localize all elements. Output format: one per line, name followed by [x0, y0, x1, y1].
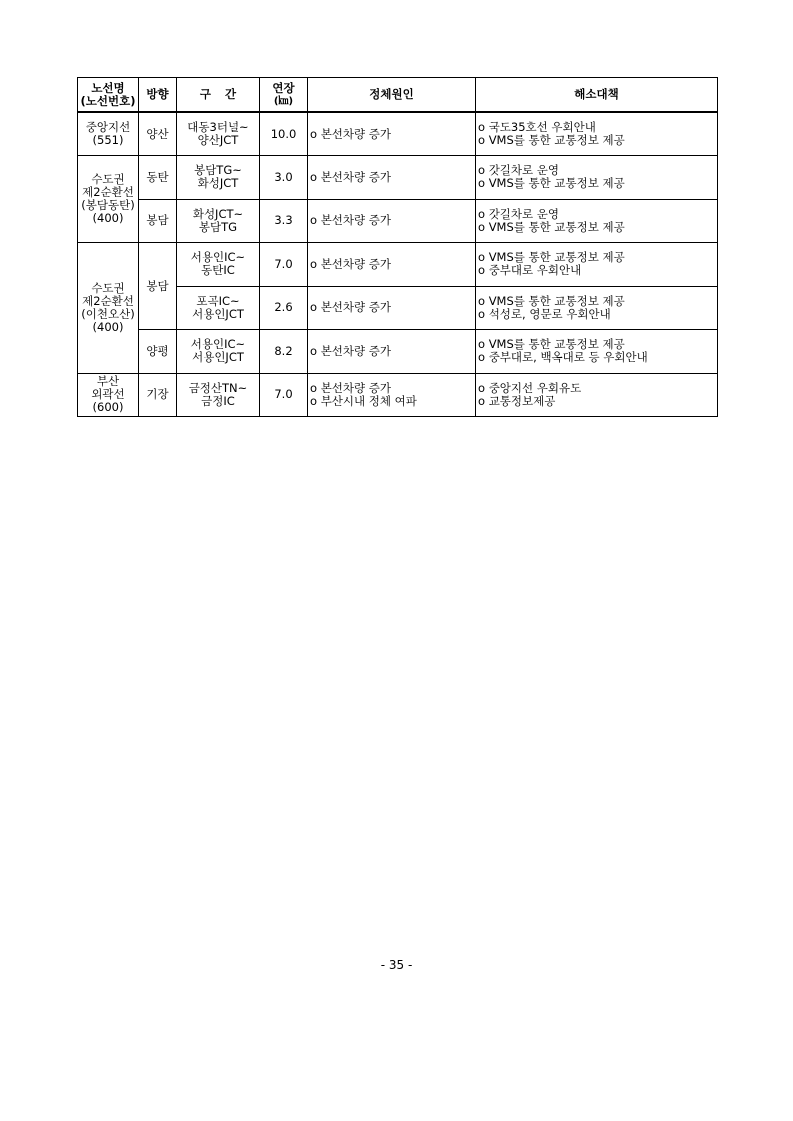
route-name: 중앙지선 [85, 120, 131, 134]
measure-item: o 중부대로 우회안내 [478, 263, 582, 278]
route-cell [78, 156, 139, 243]
section-cell [177, 199, 260, 243]
direction-cell: 양산 [139, 112, 177, 156]
section-start: 화성JCT~ [192, 206, 244, 221]
header-row [78, 78, 718, 113]
section-cell [177, 112, 260, 156]
measure-item: o 석성로, 영문로 우회안내 [478, 306, 611, 321]
table-row [78, 112, 718, 156]
measure-cell [476, 373, 718, 417]
section-cell [177, 330, 260, 374]
route-number: (400) [92, 319, 124, 334]
measure-item: o 국도35호선 우회안내 [478, 120, 596, 134]
cause-cell [308, 286, 476, 330]
route-name-line2: 제2순환선 [82, 185, 134, 199]
length-cell: 3.0 [260, 156, 308, 200]
route-subname: (이천오산) [81, 306, 135, 321]
route-name: 부산 [96, 374, 120, 389]
header-route-name: 노선명 [91, 80, 125, 95]
section-start: 서용인IC~ [190, 250, 246, 265]
cause-item: o 본선차량 증가 [310, 256, 392, 271]
section-cell [177, 373, 260, 417]
table-header [78, 78, 718, 113]
page-number: - 35 - [380, 958, 413, 972]
header-section: 구 간 [177, 78, 260, 113]
table-row [78, 373, 718, 417]
route-subname: (봉담동탄) [81, 198, 135, 212]
section-end: 봉담TG [198, 219, 238, 234]
route-name-line2: 제2순환선 [82, 293, 134, 308]
cause-item: o 부산시내 정체 여파 [310, 393, 417, 408]
section-end: 금정IC [201, 393, 235, 408]
route-number: (551) [92, 133, 124, 147]
section-cell [177, 243, 260, 287]
route-name-line2: 외곽선 [91, 387, 125, 402]
measure-item: o 갓길차로 운영 [478, 206, 560, 221]
route-name: 수도권 [91, 172, 125, 186]
measure-cell [476, 330, 718, 374]
direction-cell: 기장 [139, 373, 177, 417]
measure-item: o VMS를 통한 교통정보 제공 [478, 250, 625, 265]
header-cause: 정체원인 [308, 78, 476, 113]
length-cell: 8.2 [260, 330, 308, 374]
cause-cell [308, 373, 476, 417]
header-length-label: 연장 [272, 80, 295, 95]
table-body [78, 112, 718, 417]
cause-cell [308, 243, 476, 287]
header-length-unit: (㎞) [273, 95, 294, 107]
measure-cell [476, 199, 718, 243]
table-row [78, 243, 718, 287]
header-route [78, 78, 139, 113]
section-start: 포곡IC~ [196, 293, 240, 308]
section-end: 동탄IC [201, 263, 235, 278]
cause-item: o 본선차량 증가 [310, 213, 392, 228]
cause-item: o 본선차량 증가 [310, 300, 392, 315]
measure-item: o VMS를 통한 교통정보 제공 [478, 293, 625, 308]
cause-item: o 본선차량 증가 [310, 380, 392, 395]
length-cell: 2.6 [260, 286, 308, 330]
section-end: 서용인JCT [192, 350, 244, 365]
measure-item: o 교통정보제공 [478, 393, 556, 408]
measure-item: o VMS를 통한 교통정보 제공 [478, 176, 625, 191]
length-cell: 7.0 [260, 243, 308, 287]
direction-cell: 봉담 [139, 243, 177, 330]
cause-cell [308, 199, 476, 243]
cause-item: o 본선차량 증가 [310, 343, 392, 358]
measure-item: o 중부대로, 백옥대로 등 우회안내 [478, 350, 648, 365]
section-end: 서용인JCT [192, 306, 244, 321]
section-cell [177, 156, 260, 200]
direction-cell: 양평 [139, 330, 177, 374]
header-measure: 해소대책 [476, 78, 718, 113]
measure-cell [476, 112, 718, 156]
header-direction: 방향 [139, 78, 177, 113]
section-cell [177, 286, 260, 330]
section-start: 봉담TG~ [194, 163, 242, 178]
cause-item: o 본선차량 증가 [310, 126, 392, 141]
section-start: 대동3터널~ [187, 120, 249, 134]
cause-cell [308, 156, 476, 200]
direction-cell: 동탄 [139, 156, 177, 200]
measure-item: o 중앙지선 우회유도 [478, 380, 582, 395]
length-cell: 3.3 [260, 199, 308, 243]
section-end: 양산JCT [197, 133, 239, 147]
cause-item: o 본선차량 증가 [310, 169, 392, 184]
length-cell: 7.0 [260, 373, 308, 417]
route-cell [78, 373, 139, 417]
table-row [78, 156, 718, 200]
measure-item: o VMS를 통한 교통정보 제공 [478, 133, 625, 147]
route-number: (400) [92, 211, 124, 225]
measure-cell [476, 156, 718, 200]
route-cell [78, 243, 139, 374]
section-start: 금정산TN~ [188, 380, 248, 395]
direction-cell: 봉담 [139, 199, 177, 243]
route-name: 수도권 [91, 280, 125, 295]
section-start: 서용인IC~ [190, 337, 246, 352]
measure-item: o 갓길차로 운영 [478, 163, 560, 178]
section-end: 화성JCT [197, 176, 239, 191]
table-row [78, 330, 718, 374]
route-number: (600) [92, 400, 124, 415]
measure-cell [476, 243, 718, 287]
header-route-number: (노선번호) [80, 93, 136, 108]
measure-item: o VMS를 통한 교통정보 제공 [478, 219, 625, 234]
congestion-table [77, 77, 718, 417]
measure-item: o VMS를 통한 교통정보 제공 [478, 337, 625, 352]
table-row [78, 199, 718, 243]
header-length [260, 78, 308, 113]
route-cell [78, 112, 139, 156]
cause-cell [308, 330, 476, 374]
measure-cell [476, 286, 718, 330]
length-cell: 10.0 [260, 112, 308, 156]
cause-cell [308, 112, 476, 156]
